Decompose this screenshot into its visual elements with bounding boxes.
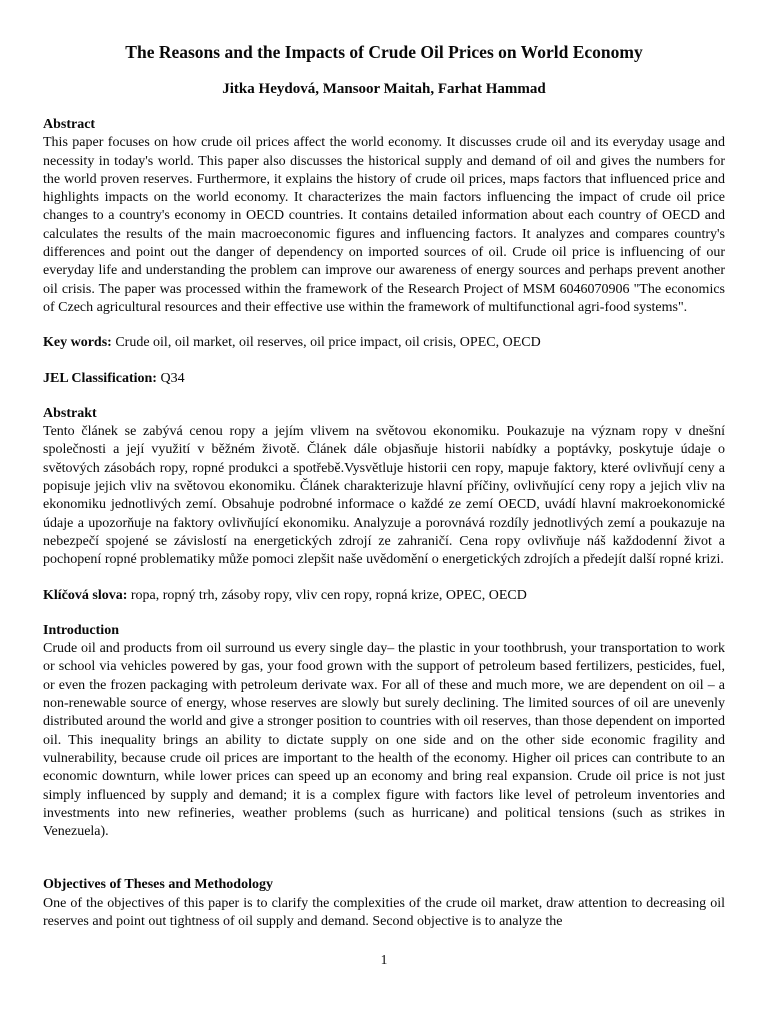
keywords-label: Key words:: [43, 335, 112, 351]
jel-text: Q34: [156, 370, 185, 386]
introduction-paragraph: Crude oil and products from oil surround us every single day– the plastic in your toothbrush, your transportation to work or school via vehicles powered by gas, your food grown with the support of petroleum based fertilizers, pesticides, fuel, or even the frozen packaging with petroleum derivate wax. For all of these and much more, we are dependent on oil – a non-renewable source of energy, whose reserves are slowly but surely declining. The limited sources of oil are unevenly distributed around the world and give a stronger position to countries with oil reserves, than those dependent on imported oil. This inequality brings an ability to dictate supply on one side and on the other side economic fragility and vulnerability, because crude oil prices are important to the health of the economy. Higher oil prices can contribute to an economic downturn, while lower prices can speed up an economy and bring real expansion. Crude oil price is not just simply influenced by supply and demand; it is a complex figure with factors like level of petroleum inventories and investments into new refineries, weather problems (such as hurricane) and political tensions (such as strikes in Venezuela).: [43, 641, 725, 840]
abstract-paragraph: This paper focuses on how crude oil prices affect the world economy. It discusses crude oil and its everyday usage and necessity in today's world. This paper also discusses the historical supply and demand of oil and gives the numbers for the world proven reserves. Furthermore, it explains the history of crude oil prices, maps factors that influenced price and highlights impacts on the world economy. It characterizes the main factors influencing the impact of crude oil price changes to a country's economy in OECD countries. It contains detailed information about each country of OECD and calculates the results of the main macroeconomic figures and influencing factors. It analyzes and compares country's differences and point out the danger of dependency on imported sources of oil. Crude oil price is influencing of our everyday life and understanding the problem can improve our awareness of energy sources and perhaps prevent another oil crisis. The paper was processed within the framework of the Research Project of MSM 6046070906 "The economics of Czech agricultural resources and their effective use within the framework of multifunctional agri-food systems".: [43, 135, 725, 315]
introduction-heading: Introduction: [43, 622, 119, 638]
klicova-slova-text: ropa, ropný trh, zásoby ropy, vliv cen ropy, ropná krize, OPEC, OECD: [127, 587, 527, 603]
abstract-heading: Abstract: [43, 117, 96, 132]
paper-authors: Jitka Heydová, Mansoor Maitah, Farhat Hammad: [222, 81, 546, 97]
abstrakt-heading: Abstrakt: [43, 405, 97, 421]
objectives-heading: Objectives of Theses and Methodology: [43, 877, 273, 893]
klicova-slova-label: Klíčová slova:: [43, 587, 128, 603]
objectives-paragraph: One of the objectives of this paper is to clarify the complexities of the crude oil market, draw attention to decreasing oil reserves and point out tightness of oil supply and demand. Second objective is to analyze the: [43, 895, 725, 929]
jel-classification-line: [43, 370, 725, 388]
jel-label: JEL Classification:: [43, 370, 157, 386]
keywords-text: Crude oil, oil market, oil reserves, oil price impact, oil crisis, OPEC, OECD: [111, 335, 541, 351]
abstrakt-paragraph: Tento článek se zabývá cenou ropy a jejím vlivem na světovou ekonomiku. Poukazuje na význam ropy v dnešní společnosti a její využití v běžném životě. Článek dále objasňuje historii nabídky a poptávky, poskytuje údaje o světových zásobách ropy, ropné produkci a spotřebě.Vysvětluje historii cen ropy, mapuje faktory, které ovlivňují ceny a popisuje jejich vliv na světovou ekonomiku. Článek charakterizuje hlavní příčiny, ovlivňující ceny ropy a jejich vliv na ekonomiku jednotlivých zemí. Obsahuje podrobné informace o každé ze zemí OECD, uvádí hlavní makroekonomické údaje a upozorňuje na faktory ovlivňující ekonomiku. Analyzuje a porovnává rozdíly jednotlivých zemí a poukazuje na nebezpečí spojené se závislostí na energetických zdrojí ze zahraničí. Cena ropy ovlivňuje náš každodenní život a pochopení ropné problematiky může pomoci zlepšit naše uvědomění o energetických zdrojích a předejít další ropné krizi.: [43, 424, 725, 568]
klicova-slova-line: [43, 587, 725, 605]
paper-title: The Reasons and the Impacts of Crude Oil Prices on World Economy: [125, 42, 643, 62]
page-number: 1: [380, 952, 388, 967]
keywords-line: [43, 334, 725, 352]
